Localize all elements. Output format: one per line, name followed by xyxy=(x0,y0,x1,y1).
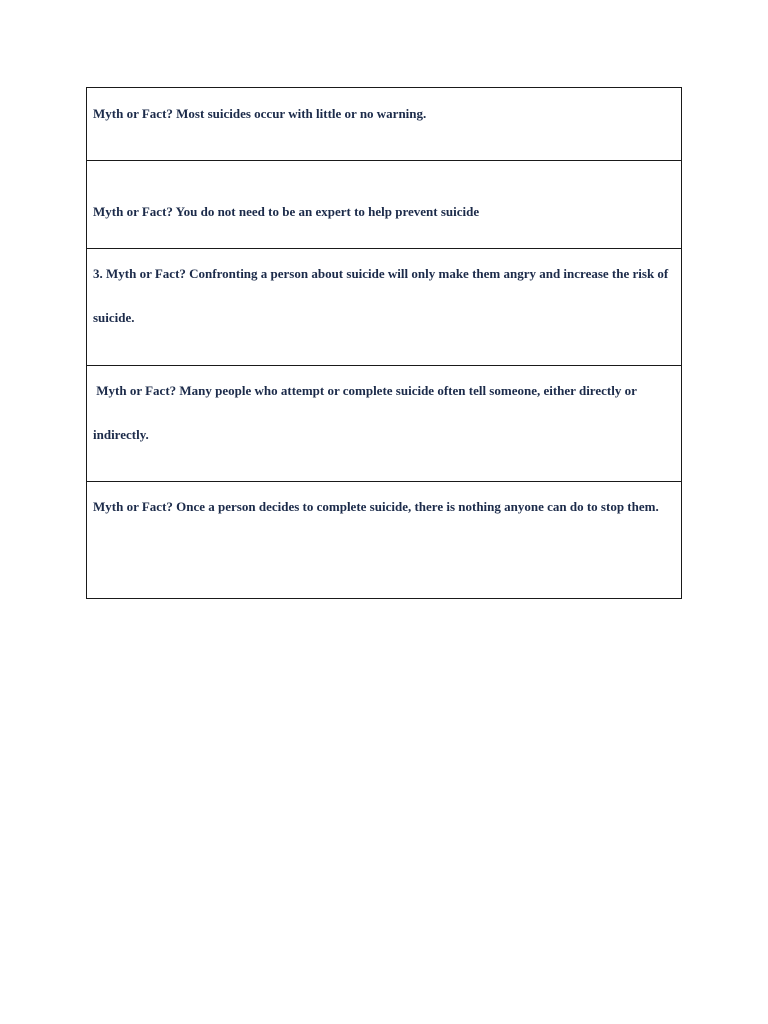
table-row xyxy=(87,249,681,366)
question-text: 3. Myth or Fact? Confronting a person about suicide will only make them angry and increase the risk of suicide. xyxy=(93,266,669,325)
table-row xyxy=(87,161,681,249)
question-text: Myth or Fact? Once a person decides to complete suicide, there is nothing anyone can do to stop them. xyxy=(93,499,659,514)
table-row xyxy=(87,366,681,482)
table-row xyxy=(87,482,681,598)
myth-or-fact-table xyxy=(86,87,682,599)
table-row xyxy=(87,88,681,161)
question-text: Myth or Fact? Most suicides occur with little or no warning. xyxy=(93,106,427,121)
question-text: Myth or Fact? You do not need to be an expert to help prevent suicide xyxy=(93,204,480,219)
question-text: Myth or Fact? Many people who attempt or complete suicide often tell someone, either directly or indirectly. xyxy=(93,383,640,442)
